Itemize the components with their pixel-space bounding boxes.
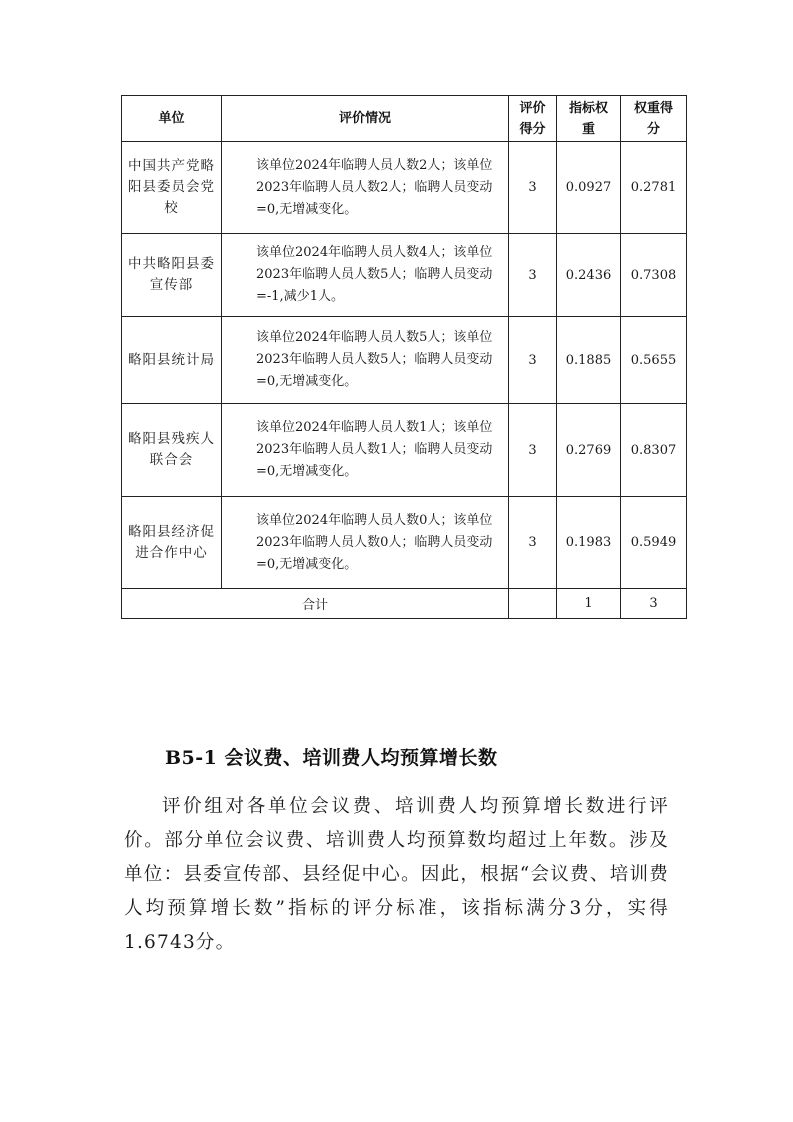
score-cell: 3 bbox=[509, 497, 557, 589]
table-row bbox=[122, 317, 687, 404]
evaluation-cell: 该单位2024年临聘人员人数1人；该单位2023年临聘人员人数1人；临聘人员变动=0,无增减变化。 bbox=[222, 404, 509, 497]
header-weight: 指标权重 bbox=[557, 96, 621, 142]
unit-cell: 略阳县残疾人联合会 bbox=[122, 404, 222, 497]
weighted-score-cell: 0.5949 bbox=[621, 497, 687, 589]
unit-cell: 略阳县经济促进合作中心 bbox=[122, 497, 222, 589]
weight-cell: 0.2769 bbox=[557, 404, 621, 497]
score-cell: 3 bbox=[509, 142, 557, 234]
header-evaluation: 评价情况 bbox=[222, 96, 509, 142]
header-weighted: 权重得分 bbox=[621, 96, 687, 142]
total-weight-cell: 1 bbox=[557, 589, 621, 619]
evaluation-cell: 该单位2024年临聘人员人数0人；该单位2023年临聘人员人数0人；临聘人员变动=0,无增减变化。 bbox=[222, 497, 509, 589]
weighted-score-cell: 0.8307 bbox=[621, 404, 687, 497]
weight-cell: 0.0927 bbox=[557, 142, 621, 234]
score-cell: 3 bbox=[509, 317, 557, 404]
table-row bbox=[122, 142, 687, 234]
evaluation-table bbox=[121, 95, 687, 619]
table-header-row bbox=[122, 96, 687, 142]
weighted-score-cell: 0.2781 bbox=[621, 142, 687, 234]
weighted-score-cell: 0.7308 bbox=[621, 234, 687, 317]
weighted-score-cell: 0.5655 bbox=[621, 317, 687, 404]
section-heading: B5-1 会议费、培训费人均预算增长数 bbox=[165, 747, 498, 769]
header-score: 评价得分 bbox=[509, 96, 557, 142]
score-cell: 3 bbox=[509, 404, 557, 497]
table-row bbox=[122, 404, 687, 497]
table-row bbox=[122, 497, 687, 589]
total-score-cell bbox=[509, 589, 557, 619]
score-cell: 3 bbox=[509, 234, 557, 317]
unit-cell: 略阳县统计局 bbox=[122, 317, 222, 404]
total-label: 合计 bbox=[122, 589, 509, 619]
unit-cell: 中国共产党略阳县委员会党校 bbox=[122, 142, 222, 234]
header-unit: 单位 bbox=[122, 96, 222, 142]
weight-cell: 0.2436 bbox=[557, 234, 621, 317]
total-row bbox=[122, 589, 687, 619]
section-paragraph: 评价组对各单位会议费、培训费人均预算增长数进行评价。部分单位会议费、培训费人均预算数均超过上年数。涉及单位：县委宣传部、县经促中心。因此，根据“会议费、培训费人均预算增长数”指标的评分标准，该指标满分3分，实得1.6743分。 bbox=[124, 796, 669, 953]
evaluation-cell: 该单位2024年临聘人员人数2人；该单位2023年临聘人员人数2人；临聘人员变动=0,无增减变化。 bbox=[222, 142, 509, 234]
table-row bbox=[122, 234, 687, 317]
evaluation-cell: 该单位2024年临聘人员人数4人；该单位2023年临聘人员人数5人；临聘人员变动=-1,减少1人。 bbox=[222, 234, 509, 317]
evaluation-cell: 该单位2024年临聘人员人数5人；该单位2023年临聘人员人数5人；临聘人员变动=0,无增减变化。 bbox=[222, 317, 509, 404]
weight-cell: 0.1885 bbox=[557, 317, 621, 404]
weight-cell: 0.1983 bbox=[557, 497, 621, 589]
total-weighted-cell: 3 bbox=[621, 589, 687, 619]
unit-cell: 中共略阳县委宣传部 bbox=[122, 234, 222, 317]
